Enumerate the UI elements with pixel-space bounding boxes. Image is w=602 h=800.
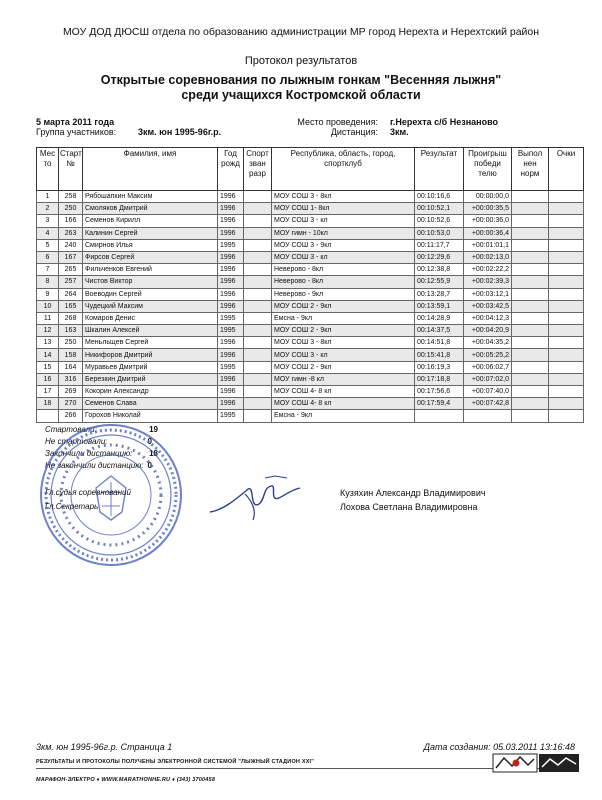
behind-cell: +00:03:12,1	[464, 288, 512, 300]
behind-cell: +00:06:02,7	[464, 361, 512, 373]
result-cell: 00:17:59,4	[415, 398, 464, 410]
club-cell: МОУ СОШ 1- 8кл	[272, 203, 415, 215]
col-bib-header: Старт №	[59, 148, 83, 191]
table-row	[37, 288, 584, 300]
not-finished-value: 0	[147, 461, 152, 470]
points-cell	[549, 264, 584, 276]
judge-signature	[205, 470, 305, 530]
table-row	[37, 312, 584, 324]
secretary-label: Гл.Секретарь	[45, 502, 99, 511]
behind-cell: +00:02:22,2	[464, 264, 512, 276]
table-row	[37, 337, 584, 349]
place-cell: 13	[37, 337, 59, 349]
behind-cell: +00:07:40,0	[464, 386, 512, 398]
points-cell	[549, 215, 584, 227]
distance-value: 3км.	[390, 127, 409, 137]
norm-cell	[512, 325, 549, 337]
venue-value: г.Нерехта с/б Незнаново	[390, 117, 498, 127]
name-cell: Фирсов Сергей	[83, 251, 218, 263]
club-cell: МОУ СОШ 3 - кл	[272, 215, 415, 227]
distance-label: Дистанция:	[330, 127, 378, 137]
year-cell: 1996	[218, 215, 244, 227]
table-row	[37, 239, 584, 251]
club-cell: МОУ СОШ 3 - кл	[272, 349, 415, 361]
bib-cell: 165	[59, 300, 83, 312]
bib-cell: 166	[59, 215, 83, 227]
points-cell	[549, 337, 584, 349]
table-row	[37, 227, 584, 239]
club-cell: МОУ СОШ 2 - 9кл	[272, 361, 415, 373]
norm-cell	[512, 264, 549, 276]
table-row	[37, 276, 584, 288]
club-cell: Емсна - 9кл	[272, 410, 415, 422]
behind-cell: +00:04:12,3	[464, 312, 512, 324]
rank-cell	[244, 300, 272, 312]
bib-cell: 257	[59, 276, 83, 288]
name-cell: Семенов Кирилл	[83, 215, 218, 227]
bib-cell: 265	[59, 264, 83, 276]
result-cell: 00:14:51,8	[415, 337, 464, 349]
place-cell: 2	[37, 203, 59, 215]
rank-cell	[244, 251, 272, 263]
place-cell: 4	[37, 227, 59, 239]
place-cell: 18	[37, 398, 59, 410]
points-cell	[549, 398, 584, 410]
bib-cell: 268	[59, 312, 83, 324]
rank-cell	[244, 410, 272, 422]
points-cell	[549, 203, 584, 215]
result-cell: 00:13:28,7	[415, 288, 464, 300]
points-cell	[549, 325, 584, 337]
year-cell: 1996	[218, 288, 244, 300]
results-table	[36, 147, 584, 423]
norm-cell	[512, 398, 549, 410]
points-cell	[549, 276, 584, 288]
name-cell: Кокорин Александр	[83, 386, 218, 398]
year-cell: 1996	[218, 227, 244, 239]
chief-judge-label: Гл.судья соревнований	[45, 488, 131, 497]
behind-cell: +00:04:20,9	[464, 325, 512, 337]
table-row	[37, 215, 584, 227]
bib-cell: 250	[59, 337, 83, 349]
rank-cell	[244, 386, 272, 398]
behind-cell: +00:03:42,5	[464, 300, 512, 312]
result-cell: 00:12:29,6	[415, 251, 464, 263]
table-row	[37, 386, 584, 398]
points-cell	[549, 361, 584, 373]
place-cell: 11	[37, 312, 59, 324]
name-cell: Смоляков Дмитрий	[83, 203, 218, 215]
col-rank-header: Спорт зван разр	[244, 148, 272, 191]
name-cell: Калинин Сергей	[83, 227, 218, 239]
norm-cell	[512, 312, 549, 324]
table-row	[37, 203, 584, 215]
year-cell: 1996	[218, 337, 244, 349]
year-cell: 1995	[218, 239, 244, 251]
norm-cell	[512, 276, 549, 288]
table-row	[37, 349, 584, 361]
club-cell: МОУ СОШ 3 - кл	[272, 251, 415, 263]
table-row	[37, 373, 584, 385]
club-cell: МОУ СОШ 2 - 9кл	[272, 300, 415, 312]
not-finished-label: Не закончили дистанцию:	[45, 461, 144, 470]
norm-cell	[512, 288, 549, 300]
norm-cell	[512, 410, 549, 422]
year-cell: 1996	[218, 349, 244, 361]
place-cell: 14	[37, 349, 59, 361]
table-row	[37, 191, 584, 203]
club-cell: МОУ СОШ 3 - 8кл	[272, 337, 415, 349]
secretary-name: Лохова Светлана Владимировна	[340, 502, 478, 512]
result-cell: 00:10:53,0	[415, 227, 464, 239]
bib-cell: 264	[59, 288, 83, 300]
organization-header: МОУ ДОД ДЮСШ отдела по образованию администрации МР город Нерехта и Нерехтский район	[62, 26, 540, 38]
norm-cell	[512, 215, 549, 227]
year-cell: 1996	[218, 386, 244, 398]
behind-cell: +00:04:35,2	[464, 337, 512, 349]
name-cell: Чудецкий Максим	[83, 300, 218, 312]
finished-label: Закончили дистанцию:	[45, 449, 133, 458]
table-row	[37, 361, 584, 373]
club-cell: Неверово - 8кл	[272, 264, 415, 276]
year-cell: 1996	[218, 251, 244, 263]
behind-cell	[464, 410, 512, 422]
group-value: 3км. юн 1995-96г.р.	[138, 127, 222, 137]
table-row	[37, 264, 584, 276]
club-cell: МОУ гимн - 10кл	[272, 227, 415, 239]
year-cell: 1995	[218, 325, 244, 337]
place-cell: 8	[37, 276, 59, 288]
result-cell: 00:14:37,5	[415, 325, 464, 337]
year-cell: 1996	[218, 300, 244, 312]
club-cell: МОУ СОШ 4- 8 кл	[272, 386, 415, 398]
rank-cell	[244, 276, 272, 288]
name-cell: Фильченков Евгений	[83, 264, 218, 276]
name-cell: Меньльщев Сергей	[83, 337, 218, 349]
table-row	[37, 300, 584, 312]
club-cell: МОУ СОШ 2 - 9кл	[272, 325, 415, 337]
rank-cell	[244, 288, 272, 300]
place-cell: 3	[37, 215, 59, 227]
name-cell: Шкалин Алексей	[83, 325, 218, 337]
col-behind-header: Проигрыш победи телю	[464, 148, 512, 191]
name-cell: Никифоров Дмитрий	[83, 349, 218, 361]
event-title-line1: Открытые соревнования по лыжным гонкам "Весенняя лыжня"	[100, 73, 502, 87]
result-cell: 00:13:59,1	[415, 300, 464, 312]
rank-cell	[244, 264, 272, 276]
group-label: Группа участников:	[36, 127, 117, 137]
col-result-header: Результат	[415, 148, 464, 191]
contact-line: МАРАФОН-ЭЛЕКТРО ♦ WWW.MARATHONHE.RU ♦ (343) 3700458	[36, 777, 216, 783]
not-started-label: Не стартовали:	[45, 437, 108, 446]
col-norm-header: Выпол нен норм	[512, 148, 549, 191]
bib-cell: 316	[59, 373, 83, 385]
points-cell	[549, 410, 584, 422]
place-cell: 15	[37, 361, 59, 373]
year-cell: 1996	[218, 203, 244, 215]
points-cell	[549, 227, 584, 239]
rank-cell	[244, 239, 272, 251]
name-cell: Воеводин Сергей	[83, 288, 218, 300]
year-cell: 1996	[218, 398, 244, 410]
norm-cell	[512, 203, 549, 215]
result-cell: 00:11:17,7	[415, 239, 464, 251]
year-cell: 1995	[218, 361, 244, 373]
bib-cell: 250	[59, 203, 83, 215]
rank-cell	[244, 337, 272, 349]
bib-cell: 266	[59, 410, 83, 422]
software-logos	[492, 752, 580, 774]
year-cell: 1995	[218, 410, 244, 422]
points-cell	[549, 312, 584, 324]
year-cell: 1995	[218, 312, 244, 324]
club-cell: МОУ СОШ 4- 8 кл	[272, 398, 415, 410]
norm-cell	[512, 227, 549, 239]
points-cell	[549, 300, 584, 312]
norm-cell	[512, 300, 549, 312]
year-cell: 1996	[218, 373, 244, 385]
result-cell	[415, 410, 464, 422]
result-cell: 00:16:19,3	[415, 361, 464, 373]
behind-cell: +00:00:35,5	[464, 203, 512, 215]
behind-cell: +00:01:01,1	[464, 239, 512, 251]
creation-date: Дата создания: 05.03.2011 13:16:48	[423, 742, 575, 752]
rank-cell	[244, 398, 272, 410]
norm-cell	[512, 239, 549, 251]
place-cell: 1	[37, 191, 59, 203]
rank-cell	[244, 215, 272, 227]
name-cell: Чистов Виктор	[83, 276, 218, 288]
finished-value: 18	[149, 449, 158, 458]
rank-cell	[244, 361, 272, 373]
bib-cell: 270	[59, 398, 83, 410]
behind-cell: +00:07:02,0	[464, 373, 512, 385]
rank-cell	[244, 203, 272, 215]
result-cell: 00:10:16,6	[415, 191, 464, 203]
name-cell: Рябошапкин Максим	[83, 191, 218, 203]
name-cell: Березкин Дмитрий	[83, 373, 218, 385]
bib-cell: 163	[59, 325, 83, 337]
place-cell: 5	[37, 239, 59, 251]
system-line: РЕЗУЛЬТАТЫ И ПРОТОКОЛЫ ПОЛУЧЕНЫ ЭЛЕКТРОННОЙ СИСТЕМОЙ "ЛЫЖНЫЙ СТАДИОН XXI"	[36, 759, 315, 765]
bib-cell: 269	[59, 386, 83, 398]
place-cell: 12	[37, 325, 59, 337]
bib-cell: 164	[59, 361, 83, 373]
bib-cell: 167	[59, 251, 83, 263]
bib-cell: 240	[59, 239, 83, 251]
rank-cell	[244, 227, 272, 239]
event-title-line2: среди учащихся Костромской области	[181, 88, 421, 102]
year-cell: 1996	[218, 264, 244, 276]
club-cell: МОУ СОШ 3 - 8кл	[272, 191, 415, 203]
result-cell: 00:12:38,8	[415, 264, 464, 276]
rank-cell	[244, 325, 272, 337]
rank-cell	[244, 191, 272, 203]
points-cell	[549, 288, 584, 300]
points-cell	[549, 191, 584, 203]
col-points-header: Очки	[549, 148, 584, 191]
norm-cell	[512, 386, 549, 398]
col-club-header: Республика, область, город, спортклуб	[272, 148, 415, 191]
page-info: 3км. юн 1995-96г.р. Страница 1	[36, 742, 173, 752]
table-row	[37, 325, 584, 337]
bib-cell: 258	[59, 191, 83, 203]
result-cell: 00:17:18,8	[415, 373, 464, 385]
place-cell: 16	[37, 373, 59, 385]
norm-cell	[512, 191, 549, 203]
club-cell: МОУ СОШ 3 - 9кл	[272, 239, 415, 251]
rank-cell	[244, 373, 272, 385]
place-cell: 7	[37, 264, 59, 276]
behind-cell: +00:05:25,2	[464, 349, 512, 361]
table-header-row	[37, 148, 584, 191]
col-year-header: Год рожд	[218, 148, 244, 191]
behind-cell: +00:00:36,4	[464, 227, 512, 239]
bib-cell: 158	[59, 349, 83, 361]
col-place-header: Мес то	[37, 148, 59, 191]
points-cell	[549, 373, 584, 385]
place-cell: 17	[37, 386, 59, 398]
norm-cell	[512, 349, 549, 361]
club-cell: Неверово - 8кл	[272, 276, 415, 288]
col-name-header: Фамилия, имя	[83, 148, 218, 191]
norm-cell	[512, 361, 549, 373]
year-cell: 1996	[218, 276, 244, 288]
name-cell: Смирнов Илья	[83, 239, 218, 251]
points-cell	[549, 349, 584, 361]
started-value: 19	[149, 425, 158, 434]
place-cell: 10	[37, 300, 59, 312]
name-cell: Муравьев Дмитрий	[83, 361, 218, 373]
points-cell	[549, 239, 584, 251]
place-cell: 9	[37, 288, 59, 300]
started-label: Стартовали:	[45, 425, 97, 434]
year-cell: 1996	[218, 191, 244, 203]
club-cell: Неверово - 9кл	[272, 288, 415, 300]
behind-cell: 00:00:00,0	[464, 191, 512, 203]
norm-cell	[512, 373, 549, 385]
club-cell: Емсна - 9кл	[272, 312, 415, 324]
not-started-value: 0	[147, 437, 152, 446]
result-cell: 00:12:55,9	[415, 276, 464, 288]
venue-label: Место проведения:	[297, 117, 378, 127]
result-cell: 00:15:41,8	[415, 349, 464, 361]
name-cell: Горохов Николай	[83, 410, 218, 422]
bib-cell: 263	[59, 227, 83, 239]
behind-cell: +00:02:13,0	[464, 251, 512, 263]
rank-cell	[244, 349, 272, 361]
norm-cell	[512, 251, 549, 263]
event-date: 5 марта 2011 года	[36, 117, 115, 127]
protocol-title: Протокол результатов	[244, 55, 358, 67]
behind-cell: +00:00:36,0	[464, 215, 512, 227]
result-cell: 00:10:52,1	[415, 203, 464, 215]
result-cell: 00:10:52,6	[415, 215, 464, 227]
behind-cell: +00:02:39,3	[464, 276, 512, 288]
place-cell: 6	[37, 251, 59, 263]
points-cell	[549, 386, 584, 398]
club-cell: МОУ гимн -8 кл	[272, 373, 415, 385]
name-cell: Семенов Слава	[83, 398, 218, 410]
points-cell	[549, 251, 584, 263]
table-row	[37, 251, 584, 263]
table-row	[37, 398, 584, 410]
behind-cell: +00:07:42,8	[464, 398, 512, 410]
name-cell: Комаров Денис	[83, 312, 218, 324]
rank-cell	[244, 312, 272, 324]
result-cell: 00:14:28,9	[415, 312, 464, 324]
norm-cell	[512, 337, 549, 349]
chief-judge-name: Кузяхин Александр Владимирович	[340, 488, 486, 498]
result-cell: 00:17:56,6	[415, 386, 464, 398]
